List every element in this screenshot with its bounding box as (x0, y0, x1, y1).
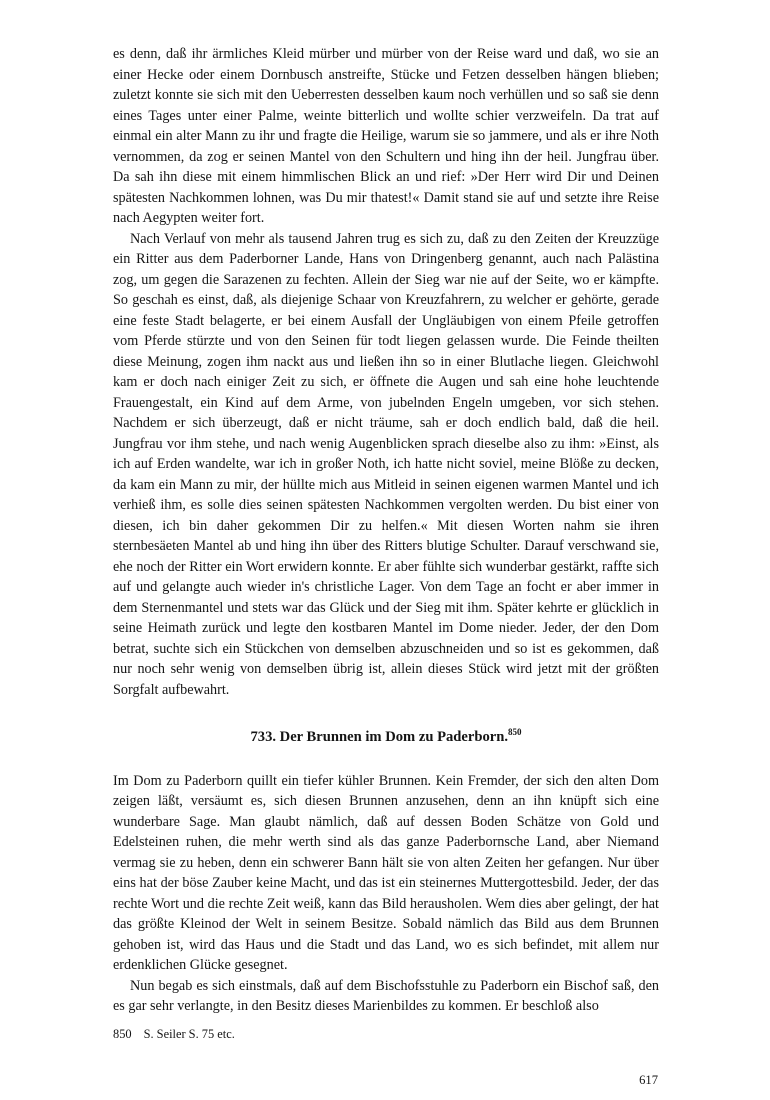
paragraph: Nach Verlauf von mehr als tausend Jahren trug es sich zu, daß zu den Zeiten der Kreuzzüge ein Ritter aus dem Paderborner Lande, Hans von Dringenberg genannt, auch nach Palästina zog, um gegen die Sarazenen zu fechten. Allein der Sieg war nie auf der Seite, wo er kämpfte. So geschah es einst, daß, als diejenige Schaar von Kreuzfahrern, zu welcher er gehörte, gerade eine feste Stadt belagerte, er bei einem Ausfall der Ungläubigen von einem Pfeile getroffen vom Pferde stürzte und von den Seinen für todt liegen gelassen wurde. Die Feinde theilten diese Meinung, zogen ihm nackt aus und ließen ihn so in einer Blutlache liegen. Gleichwohl kam er doch nach einiger Zeit zu sich, er öffnete die Augen und sah eine hohe leuchtende Frauengestalt, ein Kind auf dem Arme, von jubelnden Engeln umgeben, vor sich stehen. Nachdem er sich überzeugt, daß er nicht träume, sah er doch endlich bald, daß die heil. Jungfrau vor ihm stehe, und nach wenig Augenblicken sprach dieselbe also zu ihm: »Einst, als ich auf Erden wandelte, war ich in großer Noth, ich hatte nicht soviel, meine Blöße zu decken, da kam ein Mann zu mir, der hüllte mich aus Mitleid in seinen eigenen warmen Mantel und ich verhieß ihm, es solle dies seinen spätesten Nachkommen vergolten werden. Du bist einer von diesen, ich bin daher gekommen Dir zu helfen.« Mit diesen Worten nahm sie ihren sternbesäeten Mantel ab und hing ihn über des Ritters blutige Schulter. Darauf verschwand sie, ehe noch der Ritter ein Wort erwidern konnte. Er aber fühlte sich wunderbar gestärkt, raffte sich auf und gelangte auch wieder in's christliche Lager. Von dem Tage an focht er aber immer in dem Sternenmantel und stets war das Glück und der Sieg mit ihm. Später kehrte er glücklich in seine Heimath zurück und legte den kostbaren Mantel im Dome nieder. Jeder, der den Dom betrat, suchte sich ein Stückchen von demselben abzuschneiden und so ist es gekommen, daß nur noch sehr wenig von demselben übrig ist, allein dieses Stück wird jetzt mit der größten Sorgfalt aufbewahrt. (113, 230, 659, 698)
section-heading (113, 727, 659, 748)
text-block (113, 44, 659, 1042)
footnote-marker: 850 (113, 1026, 132, 1041)
footnote-reference: 850 (508, 727, 522, 738)
footnote-text: S. Seiler S. 75 etc. (143, 1026, 235, 1041)
paragraph: Im Dom zu Paderborn quillt ein tiefer kühler Brunnen. Kein Fremder, der sich den alten Dom zeigen läßt, versäumt es, sich diesen Brunnen anzusehen, denn an ihn knüpft sich eine wunderbare Sage. Man glaubt nämlich, daß auf dessen Boden Schätze von Gold und Edelsteinen ruhen, die mehr werth sind als das ganze Paderbornsche Land, aber Niemand vermag sie zu heben, denn ein schwerer Bann hält sie von alten Zeiten her gefangen. Nur über eins hat der böse Zauber keine Macht, und das ist ein steinernes Muttergottesbild. Jeder, der das rechte Wort und die rechte Zeit weiß, kann das Bild herausholen. Wem dies aber gelingt, der hat das größte Kleinod der Welt in seinem Besitze. Sobald nämlich das Bild aus dem Brunnen gehoben ist, wird das Haus und die Stadt und das Land, wo es sich befindet, mit allem nur erdenklichen Glücke gesegnet. (113, 772, 659, 973)
paragraph-continuation: es denn, daß ihr ärmliches Kleid mürber und mürber von der Reise ward und daß, wo sie an einer Hecke oder einem Dornbusch anstreifte, Stücke und Fetzen desselben hängen blieben; zuletzt konnte sie sich mit den Ueberresten desselben kaum noch verhüllen und so saß sie denn eines Tages unter einer Palme, weinte bitterlich und wollte schier verzweifeln. Da trat auf einmal ein alter Mann zu ihr und fragte die Heilige, warum sie so jammere, und als er ihre Noth vernommen, da zog er seinen Mantel von den Schultern und hing ihn der heil. Jungfrau über. Da sah ihn diese mit einem himmlischen Blick an und rief: »Der Herr wird Dir und Deinen spätesten Nachkommen lohnen, was Du mir thatest!« Damit stand sie auf und setzte ihre Reise nach Aegypten weiter fort. (113, 46, 659, 226)
section-heading-text: 733. Der Brunnen im Dom zu Paderborn. (250, 729, 509, 745)
paragraph: Nun begab es sich einstmals, daß auf dem Bischofsstuhle zu Paderborn ein Bischof saß, den es gar sehr verlangte, in den Besitz dieses Marienbildes zu kommen. Er beschloß also (113, 977, 659, 1014)
footnote (113, 1026, 659, 1042)
page-number: 617 (639, 1073, 658, 1087)
